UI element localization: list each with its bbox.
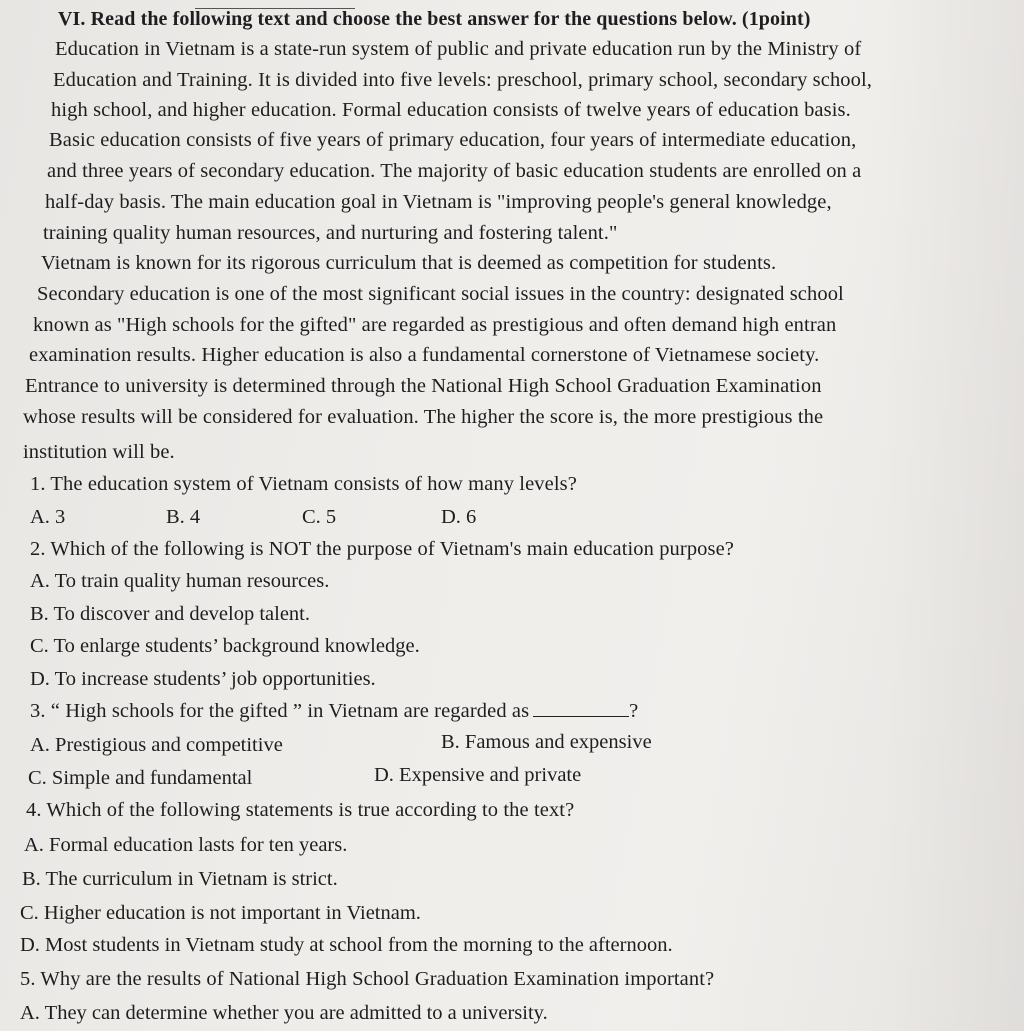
passage-line: half-day basis. The main education goal in Vietnam is "improving people's general knowledge,: [45, 191, 832, 213]
question-4-option-c[interactable]: C. Higher education is not important in Vietnam.: [20, 902, 421, 924]
question-1-option-d[interactable]: D. 6: [441, 506, 477, 528]
passage-line: training quality human resources, and nurturing and fostering talent.": [43, 222, 618, 244]
passage-line: examination results. Higher education is also a fundamental cornerstone of Vietnamese society.: [29, 344, 820, 366]
question-1-text: 1. The education system of Vietnam consists of how many levels?: [30, 473, 577, 495]
question-4-option-b[interactable]: B. The curriculum in Vietnam is strict.: [22, 868, 338, 890]
passage-line: Basic education consists of five years of primary education, four years of intermediate education,: [49, 129, 857, 151]
question-3-option-d[interactable]: D. Expensive and private: [374, 764, 582, 786]
question-4-option-a[interactable]: A. Formal education lasts for ten years.: [24, 834, 348, 856]
question-3-stem: 3. “ High schools for the gifted ” in Vietnam are regarded as: [30, 700, 530, 722]
question-5-option-a[interactable]: A. They can determine whether you are admitted to a university.: [20, 1002, 548, 1024]
question-4-option-d[interactable]: D. Most students in Vietnam study at school from the morning to the afternoon.: [20, 934, 673, 956]
passage-line: institution will be.: [23, 441, 175, 463]
passage-line: Education and Training. It is divided into five levels: preschool, primary school, secondary school,: [53, 69, 873, 91]
passage-line: Vietnam is known for its rigorous curriculum that is deemed as competition for students.: [41, 252, 777, 274]
question-2-option-b[interactable]: B. To discover and develop talent.: [30, 603, 310, 625]
passage-line: and three years of secondary education. The majority of basic education students are enrolled on a: [47, 160, 862, 182]
question-4-text: 4. Which of the following statements is true according to the text?: [26, 799, 575, 821]
question-1-option-a[interactable]: A. 3: [30, 506, 66, 528]
question-2-option-c[interactable]: C. To enlarge students’ background knowledge.: [30, 635, 420, 657]
question-3-text: [30, 698, 638, 724]
page-shadow: [884, 0, 1024, 1031]
question-1-option-b[interactable]: B. 4: [166, 506, 201, 528]
question-2-option-d[interactable]: D. To increase students’ job opportunities.: [30, 668, 376, 690]
passage-line: known as "High schools for the gifted" are regarded as prestigious and often demand high entran: [33, 314, 837, 336]
passage-line: Entrance to university is determined through the National High School Graduation Examination: [25, 375, 822, 397]
passage-line: Education in Vietnam is a state-run system of public and private education run by the Ministry of: [55, 38, 862, 60]
question-3-option-a[interactable]: A. Prestigious and competitive: [30, 734, 283, 756]
answer-blank: [533, 698, 629, 717]
passage-line: high school, and higher education. Formal education consists of twelve years of education basis.: [51, 99, 851, 121]
passage-line: whose results will be considered for evaluation. The higher the score is, the more prestigious the: [23, 406, 824, 428]
question-3-option-b[interactable]: B. Famous and expensive: [441, 731, 652, 753]
section-heading: VI. Read the following text and choose the best answer for the questions below. (1point): [58, 8, 811, 30]
question-2-option-a[interactable]: A. To train quality human resources.: [30, 570, 330, 592]
passage-line: Secondary education is one of the most significant social issues in the country: designated school: [37, 283, 844, 305]
question-3-end: ?: [629, 700, 639, 722]
question-2-text: 2. Which of the following is NOT the purpose of Vietnam's main education purpose?: [30, 538, 735, 560]
question-1-option-c[interactable]: C. 5: [302, 506, 337, 528]
question-3-option-c[interactable]: C. Simple and fundamental: [28, 767, 253, 789]
question-5-text: 5. Why are the results of National High School Graduation Examination important?: [20, 968, 715, 990]
